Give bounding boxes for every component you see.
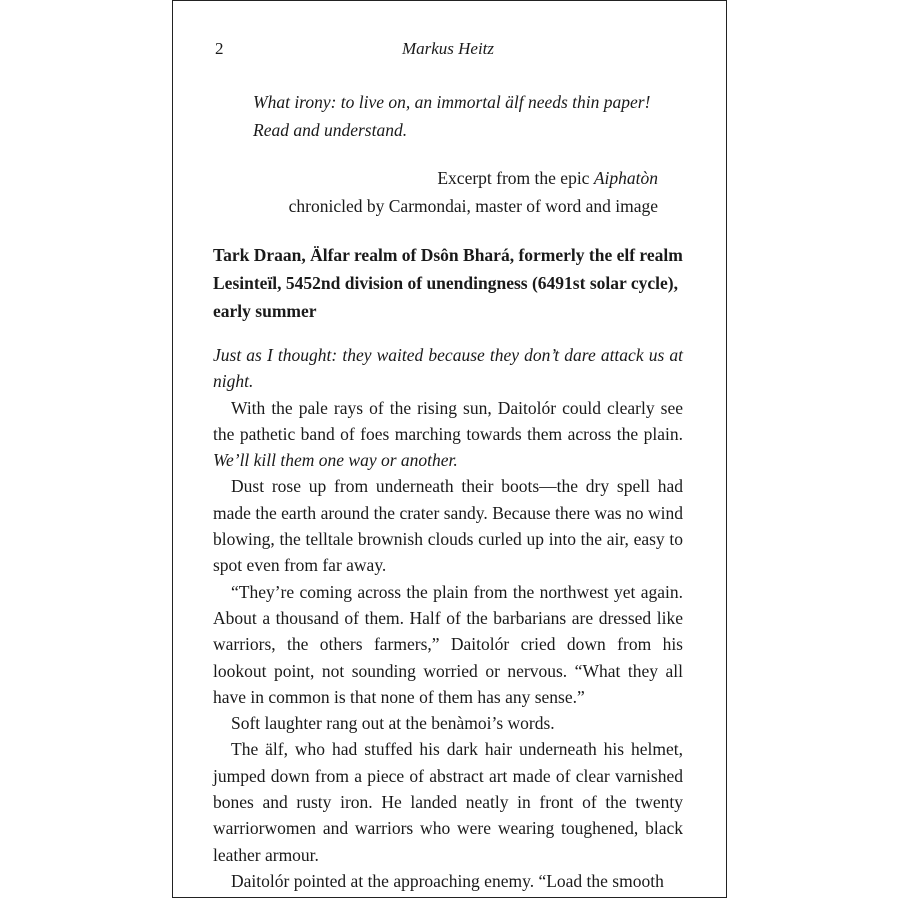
paragraph: “They’re coming across the plain from the northwest yet again. About a thousand of them. Half of the barbarians are dressed like warriors, the others farmers,” Daitolór cried down from his lookout point, not sounding worried or nervous. “What they all have in common is that none of them has any sense.” [213, 581, 683, 707]
page-header [213, 39, 683, 63]
paragraph: Dust rose up from underneath their boots—the dry spell had made the earth around the crater sandy. Because there was no wind blowing, the telltale brownish clouds curled up into the air, easy to spot even from far away. [213, 476, 683, 576]
paragraph-italic-text: We’ll kill them one way or another. [213, 450, 458, 471]
paragraph: Soft laughter rang out at the benàmoi’s words. [231, 713, 555, 734]
attribution-work-title: Aiphatòn [593, 168, 658, 188]
running-head-author: Markus Heitz [401, 39, 495, 58]
paragraph: Daitolór pointed at the approaching enemy. “Load the smooth [231, 870, 664, 891]
paragraph-text: With the pale rays of the rising sun, Daitolór could clearly see the pathetic band of foes marching towards them across the plain. [213, 397, 683, 444]
paragraph [213, 395, 683, 474]
page-number: 2 [215, 39, 224, 58]
epigraph-line: What irony: to live on, an immortal älf needs thin paper! [253, 92, 651, 112]
paragraph: Just as I thought: they waited because they don’t dare attack us at night. [213, 345, 683, 392]
book-page [172, 0, 727, 898]
attribution-line [238, 164, 658, 192]
body-text [213, 342, 683, 894]
section-heading: Tark Draan, Älfar realm of Dsôn Bhará, formerly the elf realm Lesinteïl, 5452nd division of unendingness (6491st solar cycle), early summer [213, 245, 683, 321]
epigraph [253, 88, 673, 144]
epigraph-line: Read and understand. [253, 120, 408, 140]
attribution-line: chronicled by Carmondai, master of word and image [288, 196, 658, 216]
attribution-prefix: Excerpt from the epic [437, 168, 594, 188]
paragraph: The älf, who had stuffed his dark hair underneath his helmet, jumped down from a piece of abstract art made of clear varnished bones and rusty iron. He landed neatly in front of the twenty warriorwomen and warriors who were wearing toughened, black leather armour. [213, 739, 683, 865]
epigraph-attribution [238, 164, 658, 220]
